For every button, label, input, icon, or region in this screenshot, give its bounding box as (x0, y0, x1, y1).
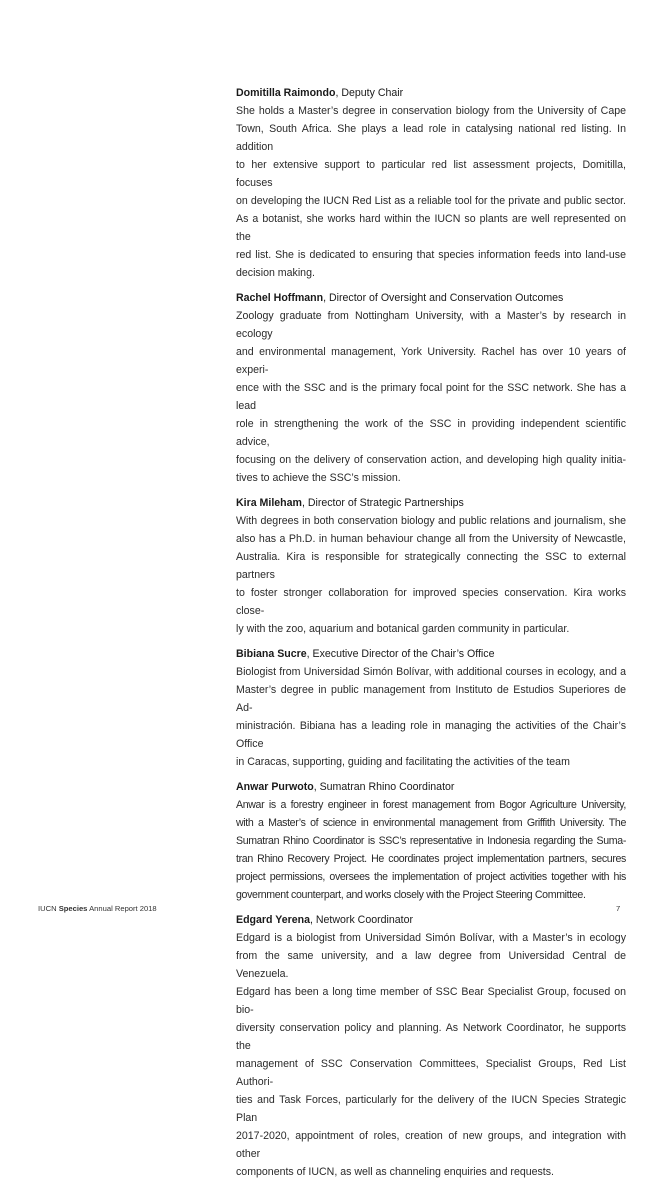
bio-text-line: ence with the SSC and is the primary focal point for the SSC network. She has a lead (236, 382, 626, 412)
bio-text-line: to foster stronger collaboration for improved species conservation. Kira works close- (236, 587, 626, 617)
bio-text-line: 2017-2020, appointment of roles, creation of new groups, and integration with other (236, 1130, 626, 1160)
bio-text-line: Master’s degree in public management from Instituto de Estudios Superiores de Ad- (236, 684, 626, 714)
bio-text-line: also has a Ph.D. in human behaviour change all from the University of Newcastle, (236, 533, 626, 545)
bio-text-line: ties and Task Forces, particularly for the delivery of the IUCN Species Strategic Plan (236, 1094, 626, 1124)
bio-kira-mileham (236, 494, 626, 638)
bio-role: , Network Coordinator (310, 914, 414, 926)
bio-text-line: She holds a Master’s degree in conservation biology from the University of Cape (236, 105, 626, 117)
bio-text-line: Edgard is a biologist from Universidad Simón Bolívar, with a Master’s in ecology (236, 932, 626, 944)
bio-text-line: focusing on the delivery of conservation action, and developing high quality initia- (236, 454, 626, 466)
bio-name: Anwar Purwoto (236, 781, 314, 793)
bio-text-line: components of IUCN, as well as channeling enquiries and requests. (236, 1166, 554, 1178)
page-number: 7 (616, 904, 621, 913)
bio-name: Domitilla Raimondo (236, 87, 336, 99)
bio-heading (236, 911, 626, 929)
bio-role: , Sumatran Rhino Coordinator (313, 781, 455, 793)
bio-text-line: Australia. Kira is responsible for strategically connecting the SSC to external partners (236, 551, 626, 581)
bio-text-line: project permissions, oversees the implementation of project activities together with his (236, 871, 626, 883)
bio-domitilla-raimondo (236, 84, 626, 282)
bio-heading (236, 289, 626, 307)
bio-text-line: in Caracas, supporting, guiding and facilitating the activities of the team (236, 756, 570, 768)
bio-text-line: tives to achieve the SSC’s mission. (236, 472, 401, 484)
bio-rachel-hoffmann (236, 289, 626, 487)
bio-name: Bibiana Sucre (236, 648, 307, 660)
bio-name: Rachel Hoffmann (236, 292, 324, 304)
bio-edgard-yerena (236, 911, 626, 1181)
bio-bibiana-sucre (236, 645, 626, 771)
bio-text-line: role in strengthening the work of the SSC in providing independent scientific advice, (236, 418, 626, 448)
bio-heading (236, 84, 626, 102)
bio-heading (236, 778, 626, 796)
bio-text-line: Edgard has been a long time member of SSC Bear Specialist Group, focused on bio- (236, 986, 626, 1016)
bio-text-line: diversity conservation policy and planning. As Network Coordinator, he supports the (236, 1022, 626, 1052)
bio-name: Edgard Yerena (236, 914, 310, 926)
bio-anwar-purwoto (236, 778, 626, 904)
bio-text-line: ly with the zoo, aquarium and botanical garden community in particular. (236, 623, 570, 635)
bio-text-line: Town, South Africa. She plays a lead role in catalysing national red listing. In addition (236, 123, 626, 153)
bio-text-line: decision making. (236, 267, 315, 279)
bio-text-line: management of SSC Conservation Committees, Specialist Groups, Red List Authori- (236, 1058, 626, 1088)
bio-heading (236, 645, 626, 663)
bio-role: , Executive Director of the Chair’s Office (306, 648, 495, 660)
bio-text-line: from the same university, and a law degree from Universidad Central de Venezuela. (236, 950, 626, 980)
bio-text-line: with a Master’s of science in environmental management from Griffith University. The (236, 817, 626, 829)
bio-text-line: tran Rhino Recovery Project. He coordinates project implementation partners, secures (236, 853, 626, 865)
bio-text-line: Sumatran Rhino Coordinator is SSC’s representative in Indonesia regarding the Suma- (236, 835, 626, 847)
footer-report: Annual Report 2018 (89, 904, 157, 913)
bio-text-line: ministración. Bibiana has a leading role in managing the activities of the Chair’s Office (236, 720, 626, 750)
bio-text-line: government counterpart, and works closely with the Project Steering Committee. (236, 889, 586, 901)
footer-brand: Species (58, 904, 88, 913)
bio-text-line: With degrees in both conservation biology and public relations and journalism, she (236, 515, 626, 527)
bio-role: , Director of Oversight and Conservation Outcomes (323, 292, 564, 304)
bio-text-line: Anwar is a forestry engineer in forest management from Bogor Agriculture University, (236, 799, 626, 811)
bio-text-line: on developing the IUCN Red List as a reliable tool for the private and public sector. (236, 195, 626, 207)
bio-text-line: Biologist from Universidad Simón Bolívar, with additional courses in ecology, and a (236, 666, 626, 678)
bio-heading (236, 494, 626, 512)
bio-role: , Deputy Chair (335, 87, 404, 99)
bio-text-line: and environmental management, York University. Rachel has over 10 years of experi- (236, 346, 626, 376)
footer-org: IUCN (38, 904, 57, 913)
bio-text-line: As a botanist, she works hard within the IUCN so plants are well represented on the (236, 213, 626, 243)
footer-report-title (38, 904, 157, 913)
bio-role: , Director of Strategic Partnerships (301, 497, 464, 509)
bio-text-line: to her extensive support to particular red list assessment projects, Domitilla, focuses (236, 159, 626, 189)
bio-text-line: red list. She is dedicated to ensuring that species information feeds into land-use (236, 249, 626, 261)
bio-text-line: Zoology graduate from Nottingham University, with a Master’s by research in ecology (236, 310, 626, 340)
staff-bios (236, 84, 626, 1188)
bio-name: Kira Mileham (236, 497, 302, 509)
